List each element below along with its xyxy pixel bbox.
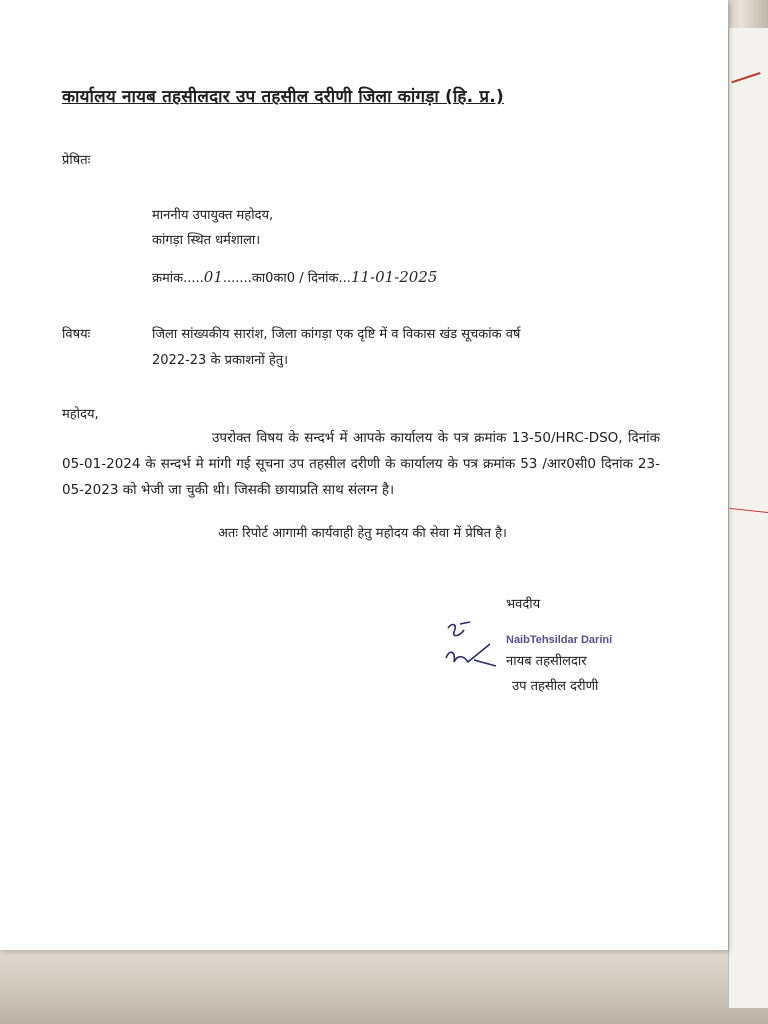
salutation: महोदय, (62, 407, 99, 422)
closing-line: अतः रिपोर्ट आगामी कार्यवाही हेतु महोदय की सेवा में प्रेषित है। (218, 526, 507, 541)
ref-office: का0का0 / दिनांक (251, 271, 339, 286)
seal-stamp-text: NaibTehsildar Darini (506, 634, 613, 646)
body-paragraph (62, 425, 660, 503)
red-pen-mark (731, 72, 768, 108)
subject-label: विषयः (62, 327, 91, 342)
signatory-office: उप तहसील दरीणी (512, 679, 599, 694)
signature-handwritten (440, 618, 510, 674)
red-pen-line (729, 508, 768, 523)
yours-faithfully: भवदीय (506, 597, 541, 612)
ref-prefix: क्रमांक (152, 271, 184, 286)
recipient-line-1: माननीय उपायुक्त महोदय, (152, 208, 274, 223)
subject-line-1: जिला सांख्यकीय सारांश, जिला कांगड़ा एक दृष्टि में व विकास खंड सूचकांक वर्ष (152, 327, 521, 342)
office-heading: कार्यालय नायब तहसीलदार उप तहसील दरीणी जिला कांगड़ा (हि. प्र.) (62, 87, 504, 107)
subject-line-2: 2022-23 के प्रकाशनों हेतु। (152, 353, 289, 368)
recipient-line-2: कांगड़ा स्थित धर्मशाला। (152, 233, 261, 248)
underlying-page-edge (728, 28, 768, 1008)
body-text: उपरोक्त विषय के सन्दर्भ में आपके कार्यालय के पत्र क्रमांक 13-50/HRC-DSO, दिनांक 05-01-2024 के सन्दर्भ मे मांगी गई सूचना उप तहसील दरीणी के कार्यालय के पत्र क्रमांक 53 /आर0सी0 दिनांक 23-05-2023 को भेजी जा चुकी थी। जिसकी छायाप्रति साथ संलग्न है। (62, 430, 660, 498)
ref-date-handwritten: 11-01-2025 (350, 268, 438, 286)
ref-number-handwritten: 01 (203, 268, 223, 286)
signatory-designation: नायब तहसीलदार (506, 654, 587, 669)
to-label: प्रेषितः (62, 153, 91, 168)
reference-line: क्रमांक.....01.......का0का0 / दिनांक...11-01-2025 (152, 268, 438, 286)
